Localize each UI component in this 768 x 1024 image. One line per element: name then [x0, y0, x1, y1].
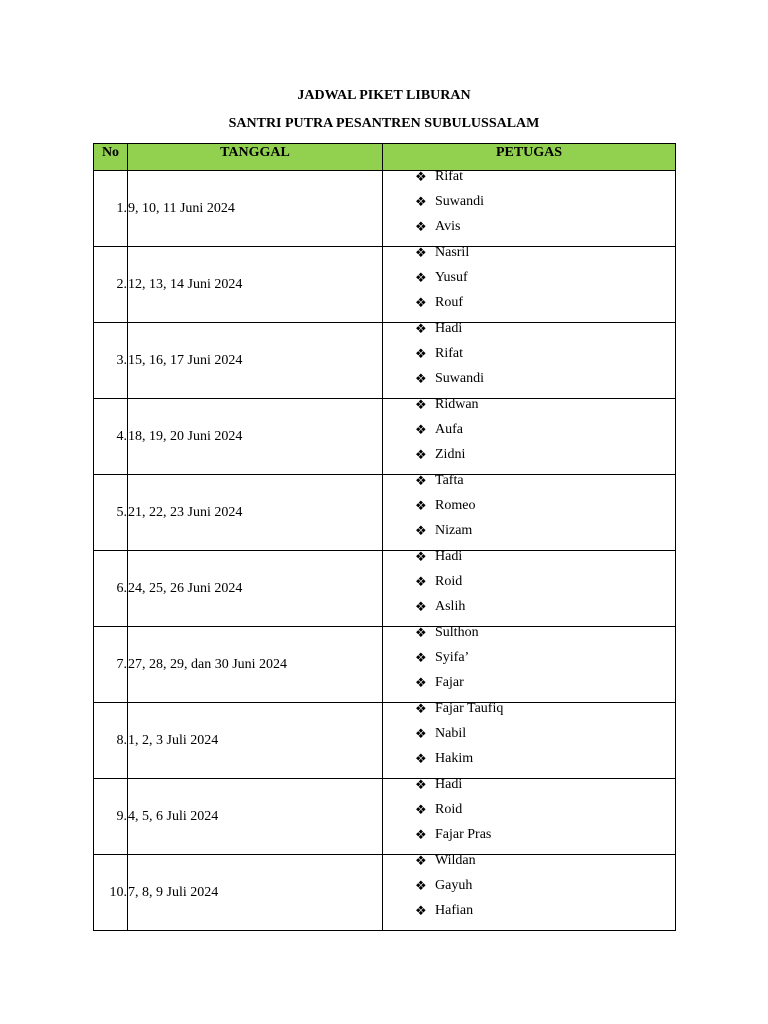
staff-name: Aufa: [435, 422, 463, 437]
diamond-bullet-icon: ❖: [415, 523, 427, 538]
diamond-bullet-icon: ❖: [415, 549, 427, 564]
staff-name: Suwandi: [435, 194, 484, 209]
row-staff: [383, 779, 676, 855]
row-number: 7.: [94, 627, 128, 703]
row-staff: [383, 551, 676, 627]
row-staff: [383, 247, 676, 323]
staff-name: Syifa’: [435, 650, 470, 665]
row-number: 10.: [94, 855, 128, 931]
staff-name: Rifat: [435, 346, 463, 361]
table-row: [94, 779, 676, 855]
staff-list: [383, 852, 675, 927]
staff-item: [383, 877, 675, 902]
table-row: [94, 703, 676, 779]
header-staff: PETUGAS: [383, 144, 676, 171]
row-date: 1, 2, 3 Juli 2024: [128, 703, 383, 779]
diamond-bullet-icon: ❖: [415, 726, 427, 741]
staff-list: [383, 244, 675, 319]
staff-item: [383, 244, 675, 269]
diamond-bullet-icon: ❖: [415, 777, 427, 792]
staff-item: [383, 168, 675, 193]
staff-item: [383, 598, 675, 623]
staff-name: Suwandi: [435, 371, 484, 386]
staff-name: Aslih: [435, 599, 466, 614]
diamond-bullet-icon: ❖: [415, 321, 427, 336]
staff-item: [383, 776, 675, 801]
staff-name: Romeo: [435, 498, 476, 513]
staff-item: [383, 649, 675, 674]
diamond-bullet-icon: ❖: [415, 650, 427, 665]
table-row: [94, 627, 676, 703]
diamond-bullet-icon: ❖: [415, 219, 427, 234]
diamond-bullet-icon: ❖: [415, 422, 427, 437]
staff-item: [383, 548, 675, 573]
row-date: 15, 16, 17 Juni 2024: [128, 323, 383, 399]
staff-name: Rouf: [435, 295, 463, 310]
staff-name: Nabil: [435, 726, 467, 741]
table-row: [94, 551, 676, 627]
row-number: 9.: [94, 779, 128, 855]
diamond-bullet-icon: ❖: [415, 169, 427, 184]
staff-name: Hadi: [435, 321, 463, 336]
table-row: [94, 475, 676, 551]
diamond-bullet-icon: ❖: [415, 397, 427, 412]
row-number: 4.: [94, 399, 128, 475]
diamond-bullet-icon: ❖: [415, 270, 427, 285]
row-date: 4, 5, 6 Juli 2024: [128, 779, 383, 855]
staff-name: Rifat: [435, 169, 463, 184]
staff-item: [383, 801, 675, 826]
diamond-bullet-icon: ❖: [415, 245, 427, 260]
diamond-bullet-icon: ❖: [415, 878, 427, 893]
staff-item: [383, 193, 675, 218]
staff-name: Zidni: [435, 447, 466, 462]
table-row: [94, 247, 676, 323]
table-row: [94, 171, 676, 247]
diamond-bullet-icon: ❖: [415, 473, 427, 488]
row-date: 24, 25, 26 Juni 2024: [128, 551, 383, 627]
staff-item: [383, 446, 675, 471]
row-number: 3.: [94, 323, 128, 399]
document-subtitle: SANTRI PUTRA PESANTREN SUBULUSSALAM: [228, 116, 540, 131]
diamond-bullet-icon: ❖: [415, 701, 427, 716]
row-staff: [383, 703, 676, 779]
diamond-bullet-icon: ❖: [415, 625, 427, 640]
staff-name: Sulthon: [435, 625, 479, 640]
staff-name: Fajar Taufiq: [435, 701, 504, 716]
table-row: [94, 855, 676, 931]
staff-item: [383, 218, 675, 243]
row-date: 18, 19, 20 Juni 2024: [128, 399, 383, 475]
staff-item: [383, 269, 675, 294]
staff-name: Nasril: [435, 245, 470, 260]
staff-item: [383, 370, 675, 395]
schedule-table: [93, 143, 676, 931]
document-title: JADWAL PIKET LIBURAN: [297, 88, 471, 103]
header-no: No: [94, 144, 128, 171]
staff-name: Avis: [435, 219, 461, 234]
staff-item: [383, 852, 675, 877]
row-staff: [383, 855, 676, 931]
staff-item: [383, 725, 675, 750]
diamond-bullet-icon: ❖: [415, 346, 427, 361]
table-row: [94, 399, 676, 475]
staff-name: Fajar: [435, 675, 464, 690]
row-number: 8.: [94, 703, 128, 779]
row-date: 9, 10, 11 Juni 2024: [128, 171, 383, 247]
staff-list: [383, 472, 675, 547]
staff-item: [383, 345, 675, 370]
staff-name: Hakim: [435, 751, 474, 766]
staff-name: Yusuf: [435, 270, 468, 285]
staff-item: [383, 750, 675, 775]
staff-name: Roid: [435, 802, 463, 817]
row-date: 12, 13, 14 Juni 2024: [128, 247, 383, 323]
staff-name: Fajar Pras: [435, 827, 492, 842]
staff-list: [383, 320, 675, 395]
staff-item: [383, 421, 675, 446]
row-date: 21, 22, 23 Juni 2024: [128, 475, 383, 551]
row-staff: [383, 399, 676, 475]
staff-item: [383, 674, 675, 699]
staff-name: Gayuh: [435, 878, 473, 893]
diamond-bullet-icon: ❖: [415, 853, 427, 868]
staff-list: [383, 624, 675, 699]
staff-list: [383, 168, 675, 243]
diamond-bullet-icon: ❖: [415, 675, 427, 690]
diamond-bullet-icon: ❖: [415, 574, 427, 589]
row-date: 7, 8, 9 Juli 2024: [128, 855, 383, 931]
diamond-bullet-icon: ❖: [415, 751, 427, 766]
table-header-row: [94, 144, 676, 171]
diamond-bullet-icon: ❖: [415, 827, 427, 842]
staff-name: Ridwan: [435, 397, 479, 412]
staff-list: [383, 396, 675, 471]
staff-item: [383, 472, 675, 497]
diamond-bullet-icon: ❖: [415, 903, 427, 918]
staff-item: [383, 396, 675, 421]
staff-item: [383, 573, 675, 598]
staff-list: [383, 700, 675, 775]
staff-item: [383, 294, 675, 319]
staff-name: Wildan: [435, 853, 476, 868]
staff-list: [383, 776, 675, 851]
staff-item: [383, 902, 675, 927]
staff-name: Hafian: [435, 903, 474, 918]
staff-item: [383, 624, 675, 649]
row-staff: [383, 171, 676, 247]
diamond-bullet-icon: ❖: [415, 498, 427, 513]
row-staff: [383, 627, 676, 703]
diamond-bullet-icon: ❖: [415, 599, 427, 614]
table-row: [94, 323, 676, 399]
diamond-bullet-icon: ❖: [415, 371, 427, 386]
staff-item: [383, 497, 675, 522]
row-staff: [383, 323, 676, 399]
staff-name: Tafta: [435, 473, 464, 488]
staff-name: Hadi: [435, 549, 463, 564]
staff-item: [383, 320, 675, 345]
staff-item: [383, 522, 675, 547]
staff-name: Roid: [435, 574, 463, 589]
diamond-bullet-icon: ❖: [415, 295, 427, 310]
staff-name: Hadi: [435, 777, 463, 792]
row-number: 2.: [94, 247, 128, 323]
diamond-bullet-icon: ❖: [415, 447, 427, 462]
diamond-bullet-icon: ❖: [415, 194, 427, 209]
staff-list: [383, 548, 675, 623]
row-staff: [383, 475, 676, 551]
staff-item: [383, 700, 675, 725]
diamond-bullet-icon: ❖: [415, 802, 427, 817]
staff-name: Nizam: [435, 523, 473, 538]
row-date: 27, 28, 29, dan 30 Juni 2024: [128, 627, 383, 703]
header-date: TANGGAL: [128, 144, 383, 171]
row-number: 6.: [94, 551, 128, 627]
staff-item: [383, 826, 675, 851]
row-number: 5.: [94, 475, 128, 551]
row-number: 1.: [94, 171, 128, 247]
